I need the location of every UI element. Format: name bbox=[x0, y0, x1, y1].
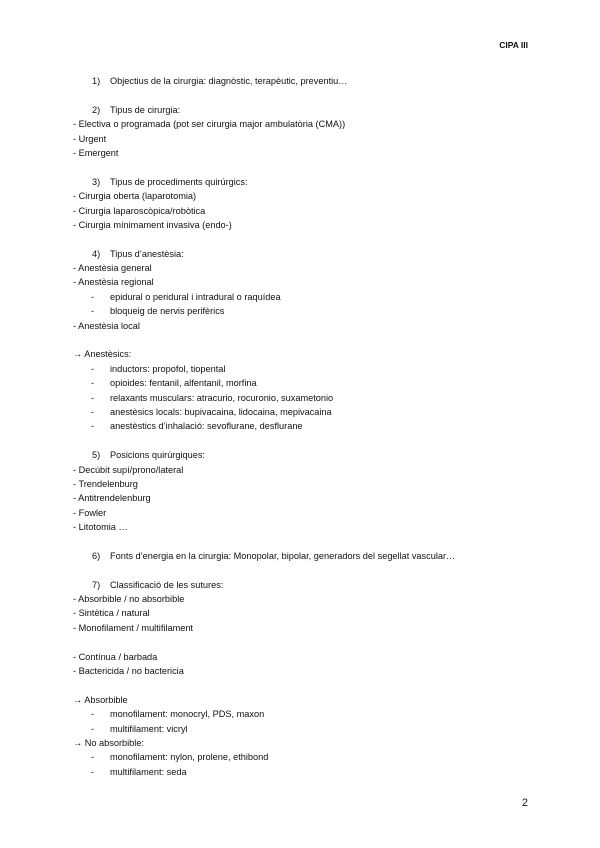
sub-list-item-text: multifilament: vicryl bbox=[110, 723, 188, 734]
section-number: 2) bbox=[92, 104, 101, 115]
sub-list-item bbox=[73, 722, 533, 736]
spacer bbox=[73, 333, 533, 347]
list-item: - Antitrendelenburg bbox=[73, 493, 151, 504]
section-number: 5) bbox=[92, 450, 101, 461]
list-item: - Emergent bbox=[73, 147, 119, 158]
page-number: 2 bbox=[521, 797, 528, 809]
spacer bbox=[73, 678, 533, 692]
sub-list-item-text: opioides: fentanil, alfentanil, morfina bbox=[110, 378, 257, 389]
list-item: → No absorbible: bbox=[73, 737, 144, 748]
section-heading-text: Classificació de les sutures: bbox=[110, 579, 224, 590]
sub-list-item-text: monofilament: monocryl, PDS, maxon bbox=[110, 709, 265, 720]
sub-list-item bbox=[73, 376, 533, 390]
list-item: - Decúbit supí/prono/lateral bbox=[73, 464, 184, 475]
sub-list-item-text: bloqueig de nervis perifèrics bbox=[110, 306, 225, 317]
list-item: - Electiva o programada (pot ser cirurgia major ambulatòria (CMA)) bbox=[73, 119, 346, 130]
dash-bullet: - bbox=[91, 723, 95, 734]
section-heading-text: Tipus de procediments quirúrgics: bbox=[110, 176, 248, 187]
sub-list-item-text: inductors: propofol, tiopental bbox=[110, 363, 226, 374]
section-number: 4) bbox=[92, 248, 101, 259]
section-heading-text: Posicions quirúrgiques: bbox=[110, 450, 205, 461]
dash-bullet: - bbox=[91, 291, 95, 302]
list-item: - Anestèsia local bbox=[73, 320, 140, 331]
sub-list-item bbox=[73, 419, 533, 433]
dash-bullet: - bbox=[91, 766, 95, 777]
spacer bbox=[73, 535, 533, 549]
list-item: → Absorbible bbox=[73, 694, 128, 705]
section-heading bbox=[73, 175, 533, 189]
sub-list-item bbox=[73, 750, 533, 764]
list-item: - Litotomia … bbox=[73, 522, 128, 533]
list-item: - Monofilament / multifilament bbox=[73, 622, 193, 633]
spacer bbox=[73, 88, 533, 102]
list-item: - Fowler bbox=[73, 507, 107, 518]
sub-list-item bbox=[73, 290, 533, 304]
spacer bbox=[73, 160, 533, 174]
list-item: - Urgent bbox=[73, 133, 107, 144]
list-item: → Anestèsics: bbox=[73, 349, 132, 360]
section-number: 1) bbox=[92, 76, 101, 86]
section-heading bbox=[73, 549, 533, 563]
sub-list-item-text: monofilament: nylon, prolene, ethibond bbox=[110, 752, 269, 763]
sub-list-item-text: multifilament: seda bbox=[110, 766, 187, 777]
spacer bbox=[73, 434, 533, 448]
sub-list-item bbox=[73, 362, 533, 376]
sub-list-item-text: relaxants musculars: atracurio, rocuronio, suxametonio bbox=[110, 392, 334, 403]
dash-bullet: - bbox=[91, 709, 95, 720]
list-item: - Trendelenburg bbox=[73, 478, 138, 489]
sub-list-item bbox=[73, 707, 533, 721]
dash-bullet: - bbox=[91, 421, 95, 432]
section-heading bbox=[73, 74, 533, 88]
section-heading-text: Tipus de cirurgia: bbox=[110, 104, 181, 115]
list-item: - Anestèsia regional bbox=[73, 277, 154, 288]
spacer bbox=[73, 635, 533, 649]
sub-list-item bbox=[73, 765, 533, 779]
page-header: CIPA III bbox=[499, 40, 528, 50]
section-heading-text: Tipus d’anestèsia: bbox=[110, 248, 184, 259]
section-number: 6) bbox=[92, 550, 101, 561]
section-heading-text: Objectius de la cirurgia: diagnòstic, terapèutic, preventiu… bbox=[110, 76, 348, 86]
section-heading bbox=[73, 247, 533, 261]
sub-list-item bbox=[73, 304, 533, 318]
spacer bbox=[73, 232, 533, 246]
section-number: 3) bbox=[92, 176, 101, 187]
dash-bullet: - bbox=[91, 378, 95, 389]
sub-list-item bbox=[73, 391, 533, 405]
list-item: - Bactericida / no bactericia bbox=[73, 666, 184, 677]
list-item: - Contínua / barbada bbox=[73, 651, 158, 662]
section-heading bbox=[73, 448, 533, 462]
list-item: - Cirurgia mínimament invasiva (endo-) bbox=[73, 219, 232, 230]
sub-list-item-text: epidural o peridural i intradural o raquídea bbox=[110, 291, 281, 302]
dash-bullet: - bbox=[91, 392, 95, 403]
dash-bullet: - bbox=[91, 363, 95, 374]
list-item: - Sintètica / natural bbox=[73, 608, 150, 619]
sub-list-item-text: anestèstics d’inhalació: sevoflurane, desflurane bbox=[110, 421, 303, 432]
list-item: - Cirurgia oberta (laparotomia) bbox=[73, 191, 197, 202]
list-item: - Anestèsia general bbox=[73, 263, 152, 274]
section-heading-text: Fonts d’energia en la cirurgia: Monopolar, bipolar, generadors del segellat vascular… bbox=[110, 550, 456, 561]
sub-list-item bbox=[73, 405, 533, 419]
section-heading bbox=[73, 103, 533, 117]
dash-bullet: - bbox=[91, 752, 95, 763]
spacer bbox=[73, 563, 533, 577]
dash-bullet: - bbox=[91, 306, 95, 317]
document-body bbox=[73, 74, 533, 779]
sub-list-item-text: anestèsics locals: bupivacaina, lidocaina, mepivacaina bbox=[110, 406, 332, 417]
list-item: - Cirurgia laparoscòpica/robòtica bbox=[73, 205, 206, 216]
list-item: - Absorbible / no absorbible bbox=[73, 594, 185, 605]
section-number: 7) bbox=[92, 579, 101, 590]
section-heading bbox=[73, 578, 533, 592]
dash-bullet: - bbox=[91, 406, 95, 417]
